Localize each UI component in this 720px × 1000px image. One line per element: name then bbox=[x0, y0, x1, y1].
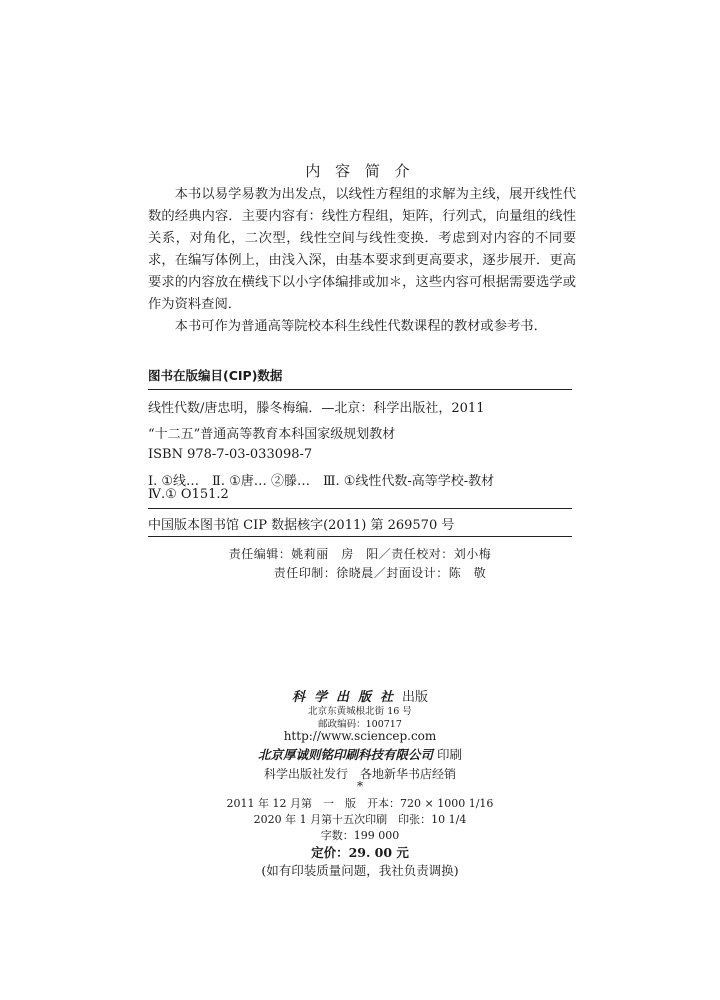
distribution: 科学出版社发行 各地新华书店经销 bbox=[263, 767, 456, 781]
cip-line-6: 中国版本图书馆 CIP 数据核字(2011) 第 269570 号 bbox=[148, 518, 455, 533]
edition-line-1: 2011 年 12 月第 一 版 开本：720 × 1000 1/16 bbox=[226, 797, 494, 810]
word-count: 字数：199 000 bbox=[320, 829, 400, 842]
cip-line-5: Ⅳ.① O151.2 bbox=[148, 487, 229, 502]
cip-line-1: 线性代数/唐忠明，滕冬梅编．—北京：科学出版社，2011 bbox=[148, 401, 485, 416]
cip-line-4: Ⅰ. ①线… Ⅱ. ①唐… ②滕… Ⅲ. ①线性代数-高等学校-教材 bbox=[148, 474, 495, 489]
printer-line bbox=[0, 745, 720, 763]
website-link[interactable]: http://www.sciencep.com bbox=[283, 729, 437, 743]
cip-line-3: ISBN 978-7-03-033098-7 bbox=[148, 447, 313, 462]
separator-asterisk: * bbox=[357, 779, 363, 793]
postcode: 邮政编码：100717 bbox=[318, 719, 402, 730]
cip-middle-rule bbox=[148, 508, 572, 509]
summary-paragraph-1: 本书以易学易教为出发点，以线性方程组的求解为主线，展开线性代数的经典内容．主要内容有：线性方程组，矩阵，行列式，向量组的线性关系，对角化，二次型，线性空间与线性变换．考虑到对内容的不同要求，在编写体例上，由浅入深，由基本要求到更高要求，逐步展开．更高要求的内容放在横线下以小字体编排或加＊，这些内容可根据需要选学或作为资料查阅． bbox=[148, 187, 576, 312]
summary-paragraph-2: 本书可作为普通高等院校本科生线性代数课程的教材或参考书． bbox=[174, 319, 547, 334]
cip-top-rule bbox=[148, 389, 572, 390]
printer-name: 北京厚诚则铭印刷科技有限公司 bbox=[257, 747, 433, 762]
credits-line-2: 责任印制：徐晓晨／封面设计：陈 敬 bbox=[273, 566, 487, 580]
publisher-name: 科学出版社 bbox=[291, 690, 402, 705]
cip-line-2: “十二五”普通高等教育本科国家级规划教材 bbox=[148, 427, 396, 442]
printer-suffix: 印刷 bbox=[436, 747, 462, 762]
publisher-address: 北京东黄城根北街 16 号 bbox=[308, 706, 412, 717]
quality-notice: (如有印装质量问题，我社负责调换) bbox=[261, 863, 459, 878]
summary-title: 内 容 简 介 bbox=[305, 162, 415, 180]
price: 定价：29. 00 元 bbox=[311, 845, 409, 860]
edition-line-2: 2020 年 1 月第十五次印刷 印张：10 1/4 bbox=[253, 813, 467, 826]
cip-bottom-rule bbox=[148, 536, 572, 537]
summary-body bbox=[148, 184, 576, 338]
credits-line-1: 责任编辑：姚莉丽 房 阳／责任校对：刘小梅 bbox=[228, 547, 492, 561]
publisher-suffix: 出版 bbox=[402, 690, 429, 705]
cip-header: 图书在版编目(CIP)数据 bbox=[148, 368, 283, 383]
